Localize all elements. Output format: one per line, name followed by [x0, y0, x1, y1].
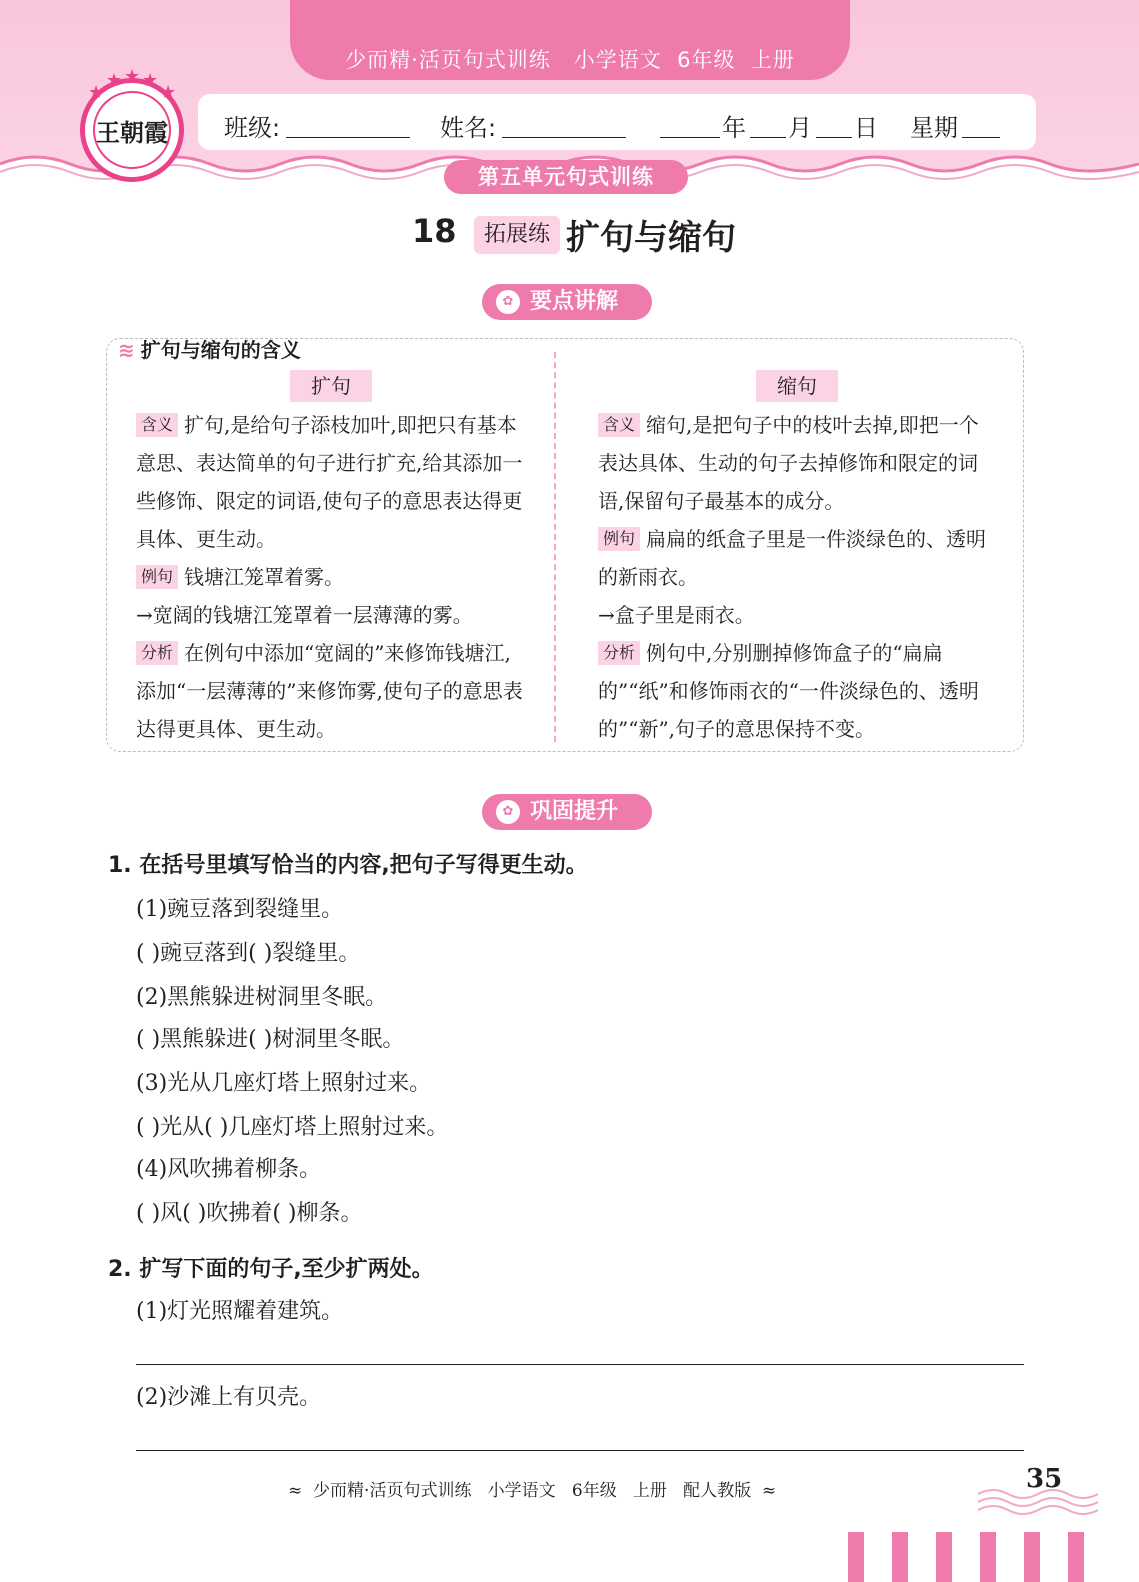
question-1-3-blanks[interactable]: ( )光从( )几座灯塔上照射过来。	[136, 1115, 449, 1140]
question-1-2-blanks[interactable]: ( )黑熊躲进( )树洞里冬眠。	[136, 1027, 405, 1052]
lesson-title: 扩句与缩句	[566, 218, 736, 258]
question-1-3: (3)光从几座灯塔上照射过来。	[136, 1071, 432, 1096]
decor-bar	[892, 1532, 908, 1582]
shrink-analysis	[598, 634, 998, 748]
class-field[interactable]	[286, 137, 410, 138]
day-label: 日	[854, 114, 878, 142]
analysis-tag: 分析	[598, 641, 640, 665]
year-field[interactable]	[660, 137, 720, 138]
section-practice	[482, 794, 652, 830]
expand-meaning-text: 扩句,是给句子添枝加叶,即把只有基本意思、表达简单的句子进行扩充,给其添加一些修饰、限定的词语,使句子的意思表达得更具体、更生动。	[136, 413, 523, 551]
name-label: 姓名:	[440, 114, 497, 142]
year-label: 年	[722, 114, 746, 142]
question-2-title: 2. 扩写下面的句子,至少扩两处。	[108, 1257, 434, 1282]
month-label: 月	[788, 114, 812, 142]
question-1-1: (1)豌豆落到裂缝里。	[136, 897, 344, 922]
section-key-points	[482, 284, 652, 320]
star-icon: ★	[124, 66, 141, 87]
weekday-field[interactable]	[962, 137, 1000, 138]
expand-example-result: →宽阔的钱塘江笼罩着一层薄薄的雾。	[136, 603, 473, 627]
logo-text: 王朝霞	[96, 118, 168, 147]
answer-line[interactable]	[136, 1450, 1024, 1451]
concept-heading-label: 扩句与缩句的含义	[140, 338, 301, 362]
weekday-label: 星期	[910, 114, 958, 142]
concept-heading	[118, 334, 301, 363]
decor-bar	[1024, 1532, 1040, 1582]
medal-icon: ✿	[496, 800, 520, 824]
expand-analysis	[136, 634, 528, 748]
medal-icon: ✿	[496, 290, 520, 314]
decor-bar	[848, 1532, 864, 1582]
meaning-tag: 含义	[598, 413, 640, 437]
question-1-title: 1. 在括号里填写恰当的内容,把句子写得更生动。	[108, 853, 588, 878]
example-tag: 例句	[136, 565, 178, 589]
unit-tab: 第五单元句式训练	[444, 160, 688, 194]
question-1-4-blanks[interactable]: ( )风( )吹拂着( )柳条。	[136, 1201, 363, 1226]
answer-line[interactable]	[136, 1364, 1024, 1365]
month-field[interactable]	[750, 137, 786, 138]
class-label: 班级:	[224, 114, 281, 142]
shrink-analysis-text: 例句中,分别删掉修饰盒子的“扁扁的”“纸”和修饰雨衣的“一件淡绿色的、透明的”“新”,句子的意思保持不变。	[598, 641, 979, 741]
waves-icon: ≋	[118, 338, 135, 362]
star-icon: ★	[106, 70, 123, 91]
question-1-4: (4)风吹拂着柳条。	[136, 1157, 322, 1182]
analysis-tag: 分析	[136, 641, 178, 665]
shrink-meaning-text: 缩句,是把句子中的枝叶去掉,即把一个表达具体、生动的句子去掉修饰和限定的词语,保留句子最基本的成分。	[598, 413, 979, 513]
question-2-2: (2)沙滩上有贝壳。	[136, 1385, 322, 1410]
example-tag: 例句	[598, 527, 640, 551]
shrink-example	[598, 520, 998, 596]
name-field[interactable]	[502, 137, 626, 138]
meaning-tag: 含义	[136, 413, 178, 437]
shrink-column-title: 缩句	[756, 370, 838, 402]
expand-analysis-text: 在例句中添加“宽阔的”来修饰钱塘江,添加“一层薄薄的”来修饰雾,使句子的意思表达得更具体、更生动。	[136, 641, 523, 741]
section-key-points-label: 要点讲解	[530, 289, 619, 314]
column-divider	[554, 352, 556, 742]
shrink-example-result: →盒子里是雨衣。	[598, 603, 755, 627]
shrink-example-text: 扁扁的纸盒子里是一件淡绿色的、透明的新雨衣。	[598, 527, 987, 589]
shrink-meaning	[598, 406, 998, 520]
series-title: 少而精·活页句式训练 小学语文 6年级 上册	[345, 48, 795, 72]
star-icon: ★	[160, 82, 177, 103]
footer-text: ≈ 少而精·活页句式训练 小学语文 6年级 上册 配人教版 ≈	[288, 1481, 777, 1501]
star-icon: ★	[142, 70, 159, 91]
expand-meaning	[136, 406, 528, 558]
question-1-1-blanks[interactable]: ( )豌豆落到( )裂缝里。	[136, 941, 361, 966]
question-1-2: (2)黑熊躲进树洞里冬眠。	[136, 985, 388, 1010]
decor-bar	[980, 1532, 996, 1582]
star-icon: ★	[88, 82, 105, 103]
section-practice-label: 巩固提升	[530, 799, 619, 824]
day-field[interactable]	[816, 137, 852, 138]
lesson-tag: 拓展练	[474, 216, 560, 254]
page-number: 35	[1026, 1464, 1063, 1494]
lesson-number: 18	[412, 212, 457, 250]
decor-bar	[1068, 1532, 1084, 1582]
expand-example	[136, 558, 528, 596]
decor-bar	[936, 1532, 952, 1582]
question-2-1: (1)灯光照耀着建筑。	[136, 1299, 344, 1324]
expand-column-title: 扩句	[290, 370, 372, 402]
expand-example-text: 钱塘江笼罩着雾。	[184, 565, 345, 589]
